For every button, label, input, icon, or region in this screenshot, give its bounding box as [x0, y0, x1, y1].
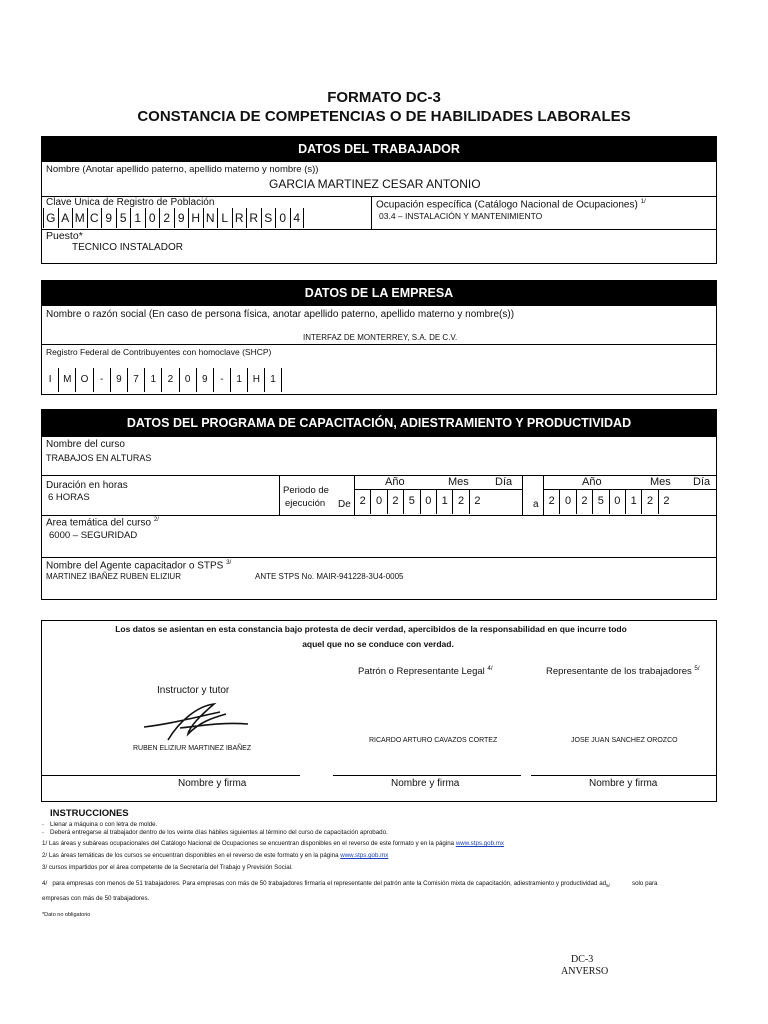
curp-char-cell: L: [217, 208, 232, 228]
nombre-firma-representante: Nombre y firma: [589, 778, 658, 789]
declaration-line2: aquel que no se conduce con verdad.: [302, 639, 454, 649]
instr-sup3: 3/: [42, 864, 48, 871]
fecha-inicio-digit: 5: [403, 490, 419, 514]
declaration-line1: Los datos se asientan en esta constancia bajo protesta de decir verdad, apercibidos de la responsabilidad en que incurre todo: [115, 624, 627, 634]
agente-label: [46, 559, 231, 571]
representante-label: [546, 665, 700, 677]
fecha-fin-digit: 0: [559, 490, 575, 514]
divider: [41, 229, 717, 230]
curp-char-cell: C: [87, 208, 102, 228]
curp-char-cell: 1: [130, 208, 145, 228]
fecha-fin-digit: 2: [658, 490, 674, 514]
de-label: De: [338, 499, 351, 510]
duracion-label: Duración en horas: [46, 480, 128, 491]
instr-line3-text: Las áreas y subáreas ocupacionales del Catálogo Nacional de Ocupaciones se encuentran disponibles en el reverso de este formato y en la página: [48, 840, 455, 847]
nombre-firma-patron: Nombre y firma: [391, 778, 460, 789]
stps-value: ANTE STPS No. MAIR-941228-3U4-0005: [255, 572, 404, 581]
stps-link-2[interactable]: www.stps.gob.mx: [340, 852, 389, 859]
fecha-fin-digit: 0: [609, 490, 625, 514]
footer-anverso: ANVERSO: [561, 966, 609, 977]
fecha-inicio-digit: 2: [387, 490, 403, 514]
nombre-firma-instructor: Nombre y firma: [178, 778, 247, 789]
patron-sup: 4/: [487, 665, 493, 672]
section-programa-header: DATOS DEL PROGRAMA DE CAPACITACIÓN, ADIESTRAMIENTO Y PRODUCTIVIDAD: [41, 409, 717, 437]
curp-char-cell: N: [203, 208, 218, 228]
curp-char-cell: 0: [145, 208, 160, 228]
instr-line6-text: para empresas con menos de 51 trabajadores. Para empresas con más de 50 trabajadores firmaría el representante del patrón ante la Comisión mixta de capacitación, adiestramiento y productividad: [52, 880, 598, 887]
divider: [41, 475, 717, 476]
signature-line: [41, 775, 300, 776]
fecha-inicio-digit: 0: [370, 490, 386, 514]
fecha-inicio-digit: 2: [469, 490, 485, 514]
agente-sup: 3/: [226, 559, 232, 566]
rfc-char-cell: -: [213, 368, 230, 392]
dia-label-from: Día: [495, 476, 513, 488]
curp-char-cell: G: [43, 208, 58, 228]
rfc-char-cell: 9: [196, 368, 213, 392]
razon-value: INTERFAZ DE MONTERREY, S.A. DE C.V.: [303, 333, 458, 342]
dia-label-to: Día: [693, 476, 711, 488]
instr-line6: [42, 880, 610, 888]
patron-label-text: Patrón o Representante Legal: [358, 666, 485, 678]
curp-char-cell: 5: [116, 208, 131, 228]
fecha-inicio-digit: 2: [354, 490, 370, 514]
fecha-fin-cells: [543, 490, 674, 514]
curp-char-cell: 9: [101, 208, 116, 228]
curso-value: TRABAJOS EN ALTURAS: [46, 453, 152, 463]
section-trabajador-header: DATOS DEL TRABAJADOR: [41, 136, 717, 162]
stps-link-1[interactable]: www.stps.gob.mx: [455, 840, 504, 847]
periodo-label-2: ejecución: [285, 498, 326, 509]
instructor-label: Instructor y tutor: [157, 685, 230, 696]
divider: [522, 475, 523, 515]
rfc-char-cell: 1: [144, 368, 161, 392]
fecha-inicio-digit: 1: [436, 490, 452, 514]
divider: [41, 557, 717, 558]
rfc-char-cell: 1: [264, 368, 281, 392]
curp-char-cell: 2: [159, 208, 174, 228]
instructor-name: RUBEN ELIZIUR MARTINEZ IBAÑEZ: [133, 745, 252, 752]
rfc-char-cell: -: [93, 368, 110, 392]
fecha-fin-digit: 5: [592, 490, 608, 514]
razon-label: Nombre o razón social (En caso de persona física, anotar apellido paterno, apellido materno y nombre(s)): [46, 309, 515, 320]
fecha-inicio-cells: [354, 490, 485, 514]
rfc-char-cell: 0: [179, 368, 196, 392]
instrucciones-title: INSTRUCCIONES: [50, 808, 129, 819]
instr-sup1: 1/: [42, 840, 48, 847]
instr-line5-text: cursos impartidos por el área competente de la Secretaría del Trabajo y Previsión Social.: [48, 864, 293, 871]
fecha-fin-digit: 2: [576, 490, 592, 514]
area-sup: 2/: [153, 516, 160, 523]
curp-char-cell: H: [188, 208, 203, 228]
instr-line4-text: Las áreas temáticas de los cursos se encuentran disponibles en el reverso de este formato y en la página: [48, 852, 339, 859]
area-value: 6000 – SEGURIDAD: [49, 530, 138, 541]
instr-line6-tail: solo para: [632, 880, 658, 887]
rfc-char-cell: I: [41, 368, 58, 392]
instr-note: *Dato no obligatorio: [42, 912, 91, 918]
instr-line1: Llenar a máquina o con letra de molde.: [50, 821, 158, 828]
instr-sup2: 2/: [42, 852, 48, 859]
nombre-label: Nombre (Anotar apellido paterno, apellido materno y nombre (s)): [46, 164, 319, 175]
instr-line4: [42, 852, 388, 859]
periodo-label-1: Periodo de: [283, 485, 329, 496]
divider: [371, 196, 372, 229]
anio-label-to: Año: [582, 476, 602, 488]
curp-cells: [43, 208, 304, 228]
nombre-value: GARCIA MARTINEZ CESAR ANTONIO: [269, 177, 481, 191]
instr-line7: empresas con más de 50 trabajadores.: [42, 895, 150, 902]
curp-char-cell: 4: [290, 208, 305, 228]
footer-dc3: DC-3: [571, 954, 594, 965]
curp-char-cell: A: [58, 208, 73, 228]
rfc-char-cell: 1: [230, 368, 247, 392]
mes-label-to: Mes: [650, 476, 671, 488]
representante-label-text: Representante de los trabajadores: [546, 666, 692, 678]
signature-image: [140, 700, 255, 745]
curp-char-cell: R: [246, 208, 261, 228]
rfc-char-cell: 2: [161, 368, 178, 392]
signature-line: [333, 775, 521, 776]
rfc-char-cell: 7: [127, 368, 144, 392]
fecha-fin-digit: 2: [543, 490, 559, 514]
curp-char-cell: 0: [275, 208, 290, 228]
curp-char-cell: 9: [174, 208, 189, 228]
signature-line: [531, 775, 717, 776]
instr-line2: Deberá entregarse al trabajador dentro de los veinte días hábiles siguientes al término del curso de capacitación aprobado.: [50, 829, 388, 836]
rfc-char-cell: O: [75, 368, 92, 392]
puesto-label: Puesto*: [46, 230, 83, 242]
agente-label-text: Nombre del Agente capacitador o STPS: [46, 560, 224, 572]
instr-line3: [42, 840, 504, 847]
form-title: FORMATO DC-3: [327, 89, 441, 106]
area-label: [46, 516, 159, 528]
divider: [41, 344, 717, 345]
mes-label-from: Mes: [448, 476, 469, 488]
instr-sup4: 4/: [42, 880, 48, 887]
anio-label-from: Año: [385, 476, 405, 488]
rfc-char-cell: H: [247, 368, 264, 392]
duracion-value: 6 HORAS: [48, 492, 90, 503]
representante-name: JOSE JUAN SANCHEZ OROZCO: [571, 737, 678, 744]
ocupacion-value: 03.4 – INSTALACIÓN Y MANTENIMIENTO: [379, 211, 543, 221]
patron-label: [358, 665, 493, 677]
area-label-text: Area temática del curso: [46, 517, 152, 529]
fecha-inicio-digit: 0: [420, 490, 436, 514]
curp-char-cell: S: [261, 208, 276, 228]
ocupacion-label-text: Ocupación específica (Catálogo Nacional de Ocupaciones): [376, 199, 638, 211]
curp-char-cell: M: [72, 208, 87, 228]
ocupacion-label: [376, 198, 646, 210]
rfc-char-cell: 9: [110, 368, 127, 392]
ocupacion-sup: 1/: [640, 198, 646, 205]
instr-line5: [42, 864, 293, 871]
puesto-value: TECNICO INSTALADOR: [72, 242, 183, 253]
form-subtitle: CONSTANCIA DE COMPETENCIAS O DE HABILIDADES LABORALES: [137, 108, 631, 125]
curp-char-cell: R: [232, 208, 247, 228]
rfc-char-cell: M: [58, 368, 75, 392]
divider: [279, 475, 280, 515]
curso-label: Nombre del curso: [46, 439, 125, 450]
a-label: a: [533, 499, 539, 510]
rfc-label: Registro Federal de Contribuyentes con homoclave (SHCP): [46, 347, 272, 357]
instr-sup-ad: ad: [599, 880, 607, 887]
section-empresa-header: DATOS DE LA EMPRESA: [41, 280, 717, 306]
instr-sup-5: 5/: [606, 883, 610, 889]
representante-sup: 5/: [694, 665, 700, 672]
patron-name: RICARDO ARTURO CAVAZOS CORTEZ: [369, 737, 498, 744]
curp-label: Clave Unica de Registro de Población: [46, 197, 215, 208]
agente-value: MARTINEZ IBAÑEZ RUBEN ELIZIUR: [46, 572, 181, 581]
fecha-inicio-digit: 2: [452, 490, 468, 514]
rfc-cells: [41, 368, 282, 388]
fecha-fin-digit: 2: [641, 490, 657, 514]
fecha-fin-digit: 1: [625, 490, 641, 514]
